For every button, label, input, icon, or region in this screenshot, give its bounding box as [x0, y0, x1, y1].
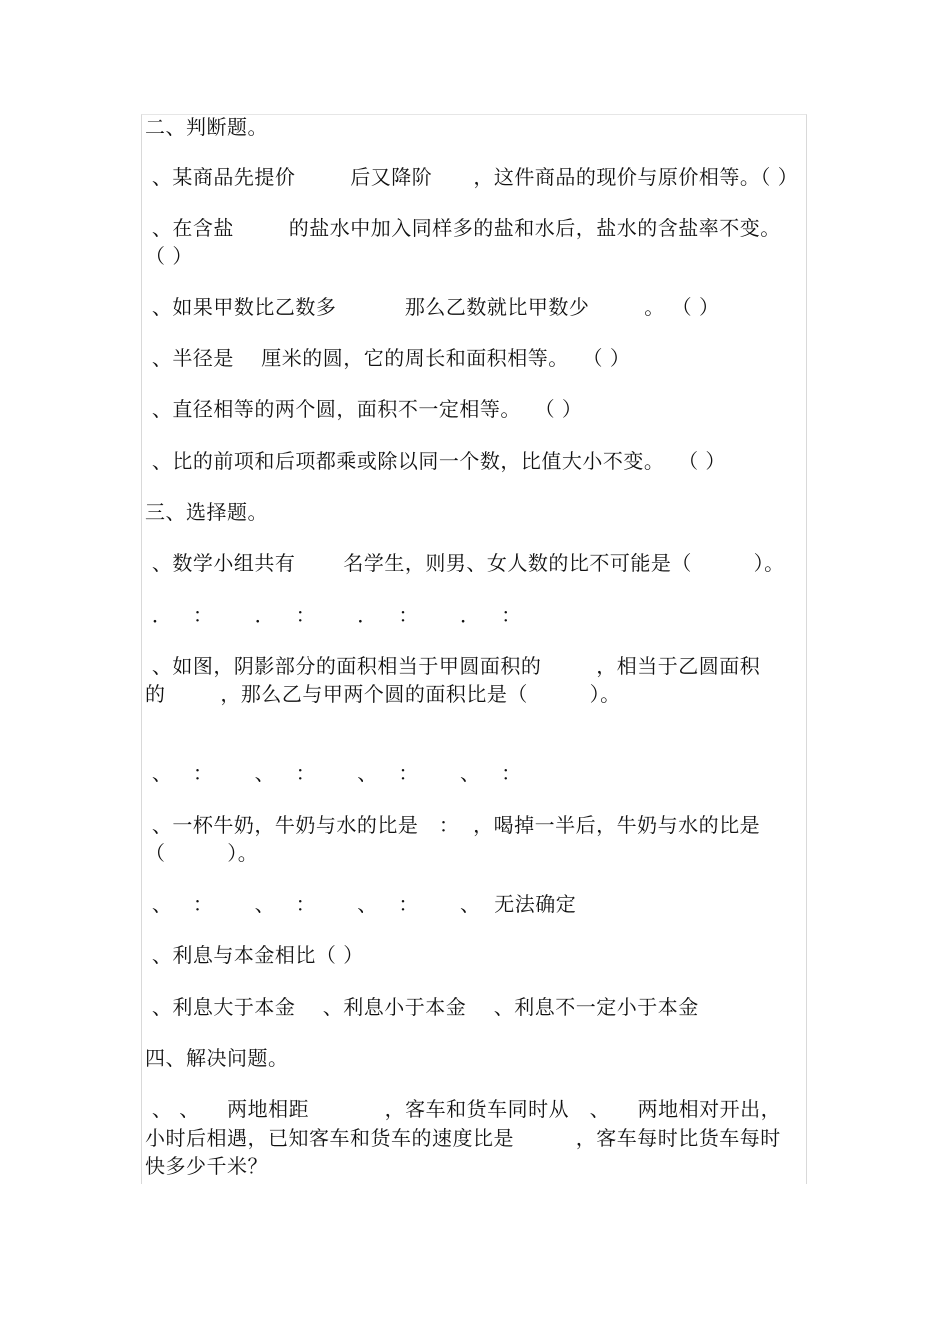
- choice-item-2-cont: 的 ，那么乙与甲两个圆的面积比是（ ）。: [145, 682, 621, 706]
- problem-item-1: 、 、 两地相距 ，客车和货车同时从 、 两地相对开出，: [145, 1097, 782, 1121]
- problem-item-1-end: 快多少千米？: [145, 1154, 268, 1178]
- judge-item-2-bracket: （ ）: [145, 244, 193, 268]
- judge-item-3: 、如果甲数比乙数多 那么乙数就比甲数少 。 （ ）: [145, 295, 720, 319]
- judge-item-4: 、半径是 厘米的圆，它的周长和面积相等。 （ ）: [145, 346, 631, 370]
- choice-item-4-options: 、利息大于本金 、利息小于本金 、利息不一定小于本金: [145, 995, 699, 1019]
- judge-item-5: 、直径相等的两个圆，面积不一定相等。 （ ）: [145, 397, 583, 421]
- choice-item-3-cont: （ ）。: [145, 841, 259, 865]
- choice-item-1: 、数学小组共有 名学生，则男、女人数的比不可能是（ ）。: [145, 551, 785, 575]
- problem-item-1-cont: 小时后相遇，已知客车和货车的速度比是 ，客车每时比货车每时: [145, 1126, 781, 1150]
- page-frame: [141, 114, 807, 1184]
- section-two-heading: 二、判断题。: [145, 115, 268, 139]
- choice-item-2: 、如图，阴影部分的面积相当于甲圆面积的 ，相当于乙圆面积: [145, 654, 761, 678]
- choice-item-2-options: 、 ： 、 ： 、 ： 、 ：: [145, 761, 522, 785]
- judge-item-6: 、比的前项和后项都乘或除以同一个数，比值大小不变。 （ ）: [145, 449, 726, 473]
- choice-item-1-options: ． ： ． ： ． ： ． ：: [145, 603, 522, 627]
- section-three-heading: 三、选择题。: [145, 500, 268, 524]
- choice-item-4: 、利息与本金相比（ ）: [145, 943, 364, 967]
- choice-item-3-options: 、 ： 、 ： 、 ： 、 无法确定: [145, 892, 577, 916]
- section-four-heading: 四、解决问题。: [145, 1046, 289, 1070]
- choice-item-3: 、一杯牛奶，牛奶与水的比是 ： ，喝掉一半后，牛奶与水的比是: [145, 813, 761, 837]
- judge-item-1: 、某商品先提价 后又降阶 ，这件商品的现价与原价相等。（ ）: [145, 165, 799, 189]
- judge-item-2: 、在含盐 的盐水中加入同样多的盐和水后，盐水的含盐率不变。: [145, 216, 781, 240]
